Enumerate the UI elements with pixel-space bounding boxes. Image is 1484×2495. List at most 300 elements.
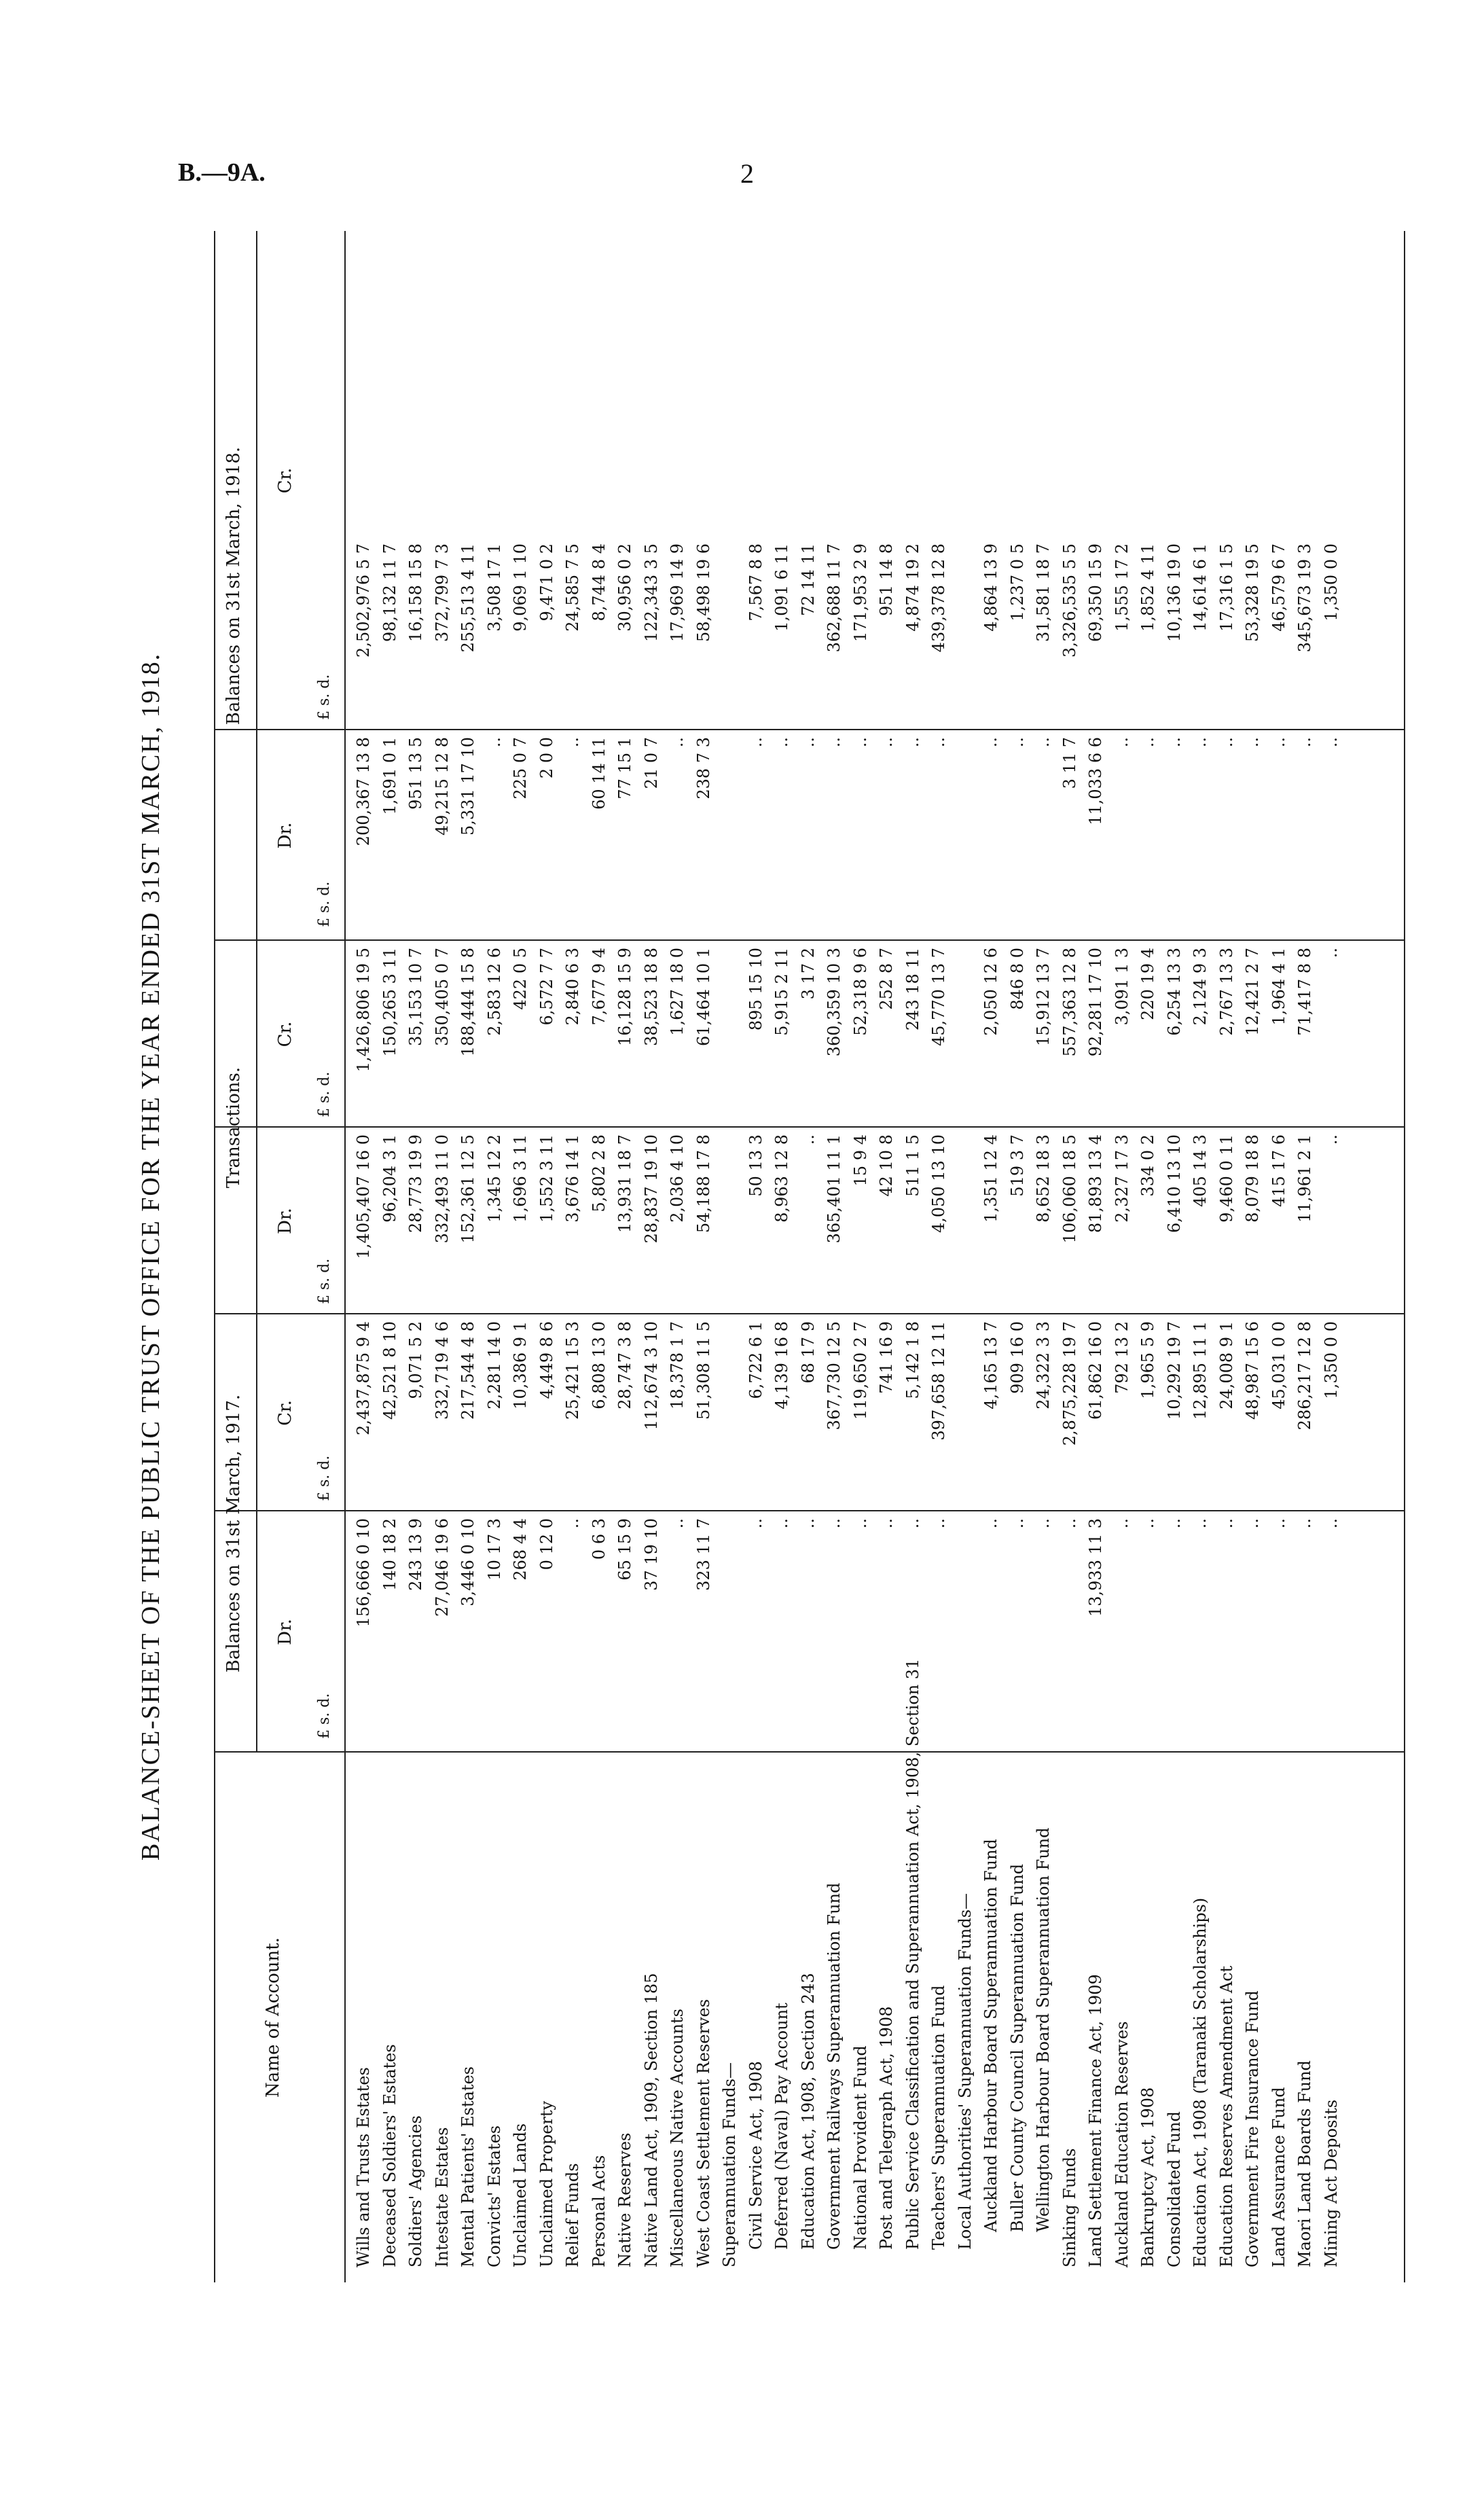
amount-b17cr: 6,722 6 1: [746, 1321, 765, 1399]
amount-b18dr: ..: [981, 737, 1000, 748]
amount-tcr: 71,417 8 8: [1295, 948, 1314, 1036]
amount-b17cr: 25,421 15 3: [563, 1321, 582, 1420]
amount-b18cr: 58,498 19 6: [693, 543, 713, 643]
amount-b17dr: ..: [1216, 1518, 1236, 1529]
amount-tdr: 81,893 13 4: [1086, 1134, 1105, 1234]
dr-header-1917: Dr.: [275, 1619, 295, 1645]
amount-b18dr: ..: [1269, 737, 1288, 748]
amount-b18dr: ..: [1138, 737, 1157, 748]
amount-b18dr: ..: [903, 737, 922, 748]
table-row: [1162, 231, 1189, 2282]
dr-header-1918: Dr.: [275, 822, 295, 849]
amount-b17dr: 323 11 7: [693, 1518, 713, 1591]
amount-b17dr: ..: [1321, 1518, 1341, 1529]
amount-b17cr: 24,008 9 1: [1216, 1321, 1236, 1410]
amount-b18cr: 4,864 13 9: [981, 543, 1000, 632]
table-row: [665, 231, 691, 2282]
amount-tdr: 1,552 3 11: [537, 1134, 556, 1223]
amount-b18dr: ..: [850, 737, 870, 748]
amount-tcr: 2,583 12 6: [484, 948, 504, 1036]
amount-tcr: 38,523 18 8: [641, 948, 661, 1047]
group-header-1918: Balances on 31st March, 1918.: [223, 446, 244, 725]
amount-b18dr: ..: [1164, 737, 1184, 748]
amount-b17dr: 268 4 4: [511, 1518, 530, 1581]
amount-b17dr: 156,666 0 10: [354, 1518, 373, 1628]
amount-b17dr: ..: [825, 1518, 844, 1529]
amount-b17cr: 48,987 15 6: [1243, 1321, 1262, 1420]
amount-b17cr: 2,437,875 9 4: [354, 1321, 373, 1435]
amount-b17cr: 12,895 11 1: [1191, 1321, 1210, 1420]
account-name: Native Land Act, 1909, Section 185: [641, 1973, 661, 2267]
amount-b17dr: 13,933 11 3: [1086, 1518, 1105, 1617]
table-frame: [214, 231, 1405, 2282]
amount-b17dr: ..: [1243, 1518, 1262, 1529]
amount-b17cr: 332,719 4 6: [432, 1321, 452, 1420]
amount-b18dr: ..: [1216, 737, 1236, 748]
amount-b18dr: ..: [929, 737, 948, 748]
amount-b18cr: 31,581 18 7: [1034, 543, 1053, 643]
amount-b18dr: 225 0 7: [511, 737, 530, 800]
amount-b18dr: ..: [484, 737, 504, 748]
name-column-header: Name of Account.: [263, 1937, 283, 2098]
amount-tdr: 3,676 14 1: [563, 1134, 582, 1223]
amount-b17cr: 367,730 12 5: [825, 1321, 844, 1431]
account-name: Unclaimed Property: [537, 2100, 556, 2267]
amount-b18dr: ..: [1112, 737, 1132, 748]
table-row: [874, 231, 901, 2282]
amount-b17cr: 1,965 5 9: [1138, 1321, 1157, 1399]
account-name: Personal Acts: [589, 2155, 609, 2267]
account-name: Miscellaneous Native Accounts: [668, 2009, 687, 2267]
cr-header-1917: Cr.: [275, 1400, 295, 1426]
amount-b18dr: ..: [877, 737, 896, 748]
amount-tcr: 846 8 0: [1007, 948, 1027, 1010]
unit-header-trans-cr: £ s. d.: [316, 1071, 333, 1117]
table-row: [926, 231, 953, 2282]
amount-b17cr: 286,217 12 8: [1295, 1321, 1314, 1431]
amount-b18dr: ..: [668, 737, 687, 748]
amount-tdr: 4,050 13 10: [929, 1134, 948, 1234]
amount-tdr: 1,351 12 4: [981, 1134, 1000, 1223]
account-name: Government Railways Superannuation Fund: [825, 1882, 844, 2250]
amount-tcr: 6,572 7 7: [537, 948, 556, 1026]
table-row: [351, 231, 378, 2282]
group-rule: [256, 231, 257, 1753]
cr-header-transactions: Cr.: [275, 1021, 295, 1047]
amount-b18dr: ..: [825, 737, 844, 748]
amount-b17dr: ..: [1007, 1518, 1027, 1529]
account-name: Consolidated Fund: [1164, 2111, 1184, 2267]
account-name: Unclaimed Lands: [511, 2123, 530, 2267]
amount-b17cr: 10,386 9 1: [511, 1321, 530, 1410]
amount-b17dr: ..: [1034, 1518, 1053, 1529]
unit-header-1917-cr: £ s. d.: [316, 1455, 333, 1501]
amount-b17dr: 10 17 3: [484, 1518, 504, 1581]
amount-b17dr: ..: [1191, 1518, 1210, 1529]
unit-header-trans-dr: £ s. d.: [316, 1258, 333, 1304]
amount-tdr: 8,079 18 8: [1243, 1134, 1262, 1223]
amount-b18dr: ..: [563, 737, 582, 748]
table-row: [1267, 231, 1293, 2282]
amount-b18cr: 46,579 6 7: [1269, 543, 1288, 632]
amount-b17dr: ..: [903, 1518, 922, 1529]
amount-b17cr: 5,142 1 8: [903, 1321, 922, 1399]
amount-b17cr: 68 17 9: [798, 1321, 818, 1384]
amount-tcr: 150,265 3 11: [380, 948, 399, 1057]
amount-tdr: 334 0 2: [1138, 1134, 1157, 1197]
amount-b18dr: 238 7 3: [693, 737, 713, 800]
amount-tdr: 15 9 4: [850, 1134, 870, 1187]
table-row: [1057, 231, 1084, 2282]
amount-tcr: 895 15 10: [746, 948, 765, 1031]
amount-tcr: 92,281 17 10: [1086, 948, 1105, 1057]
amount-b17cr: 28,747 3 8: [615, 1321, 634, 1410]
amount-b17cr: 4,139 16 8: [772, 1321, 791, 1410]
amount-tdr: 511 1 5: [903, 1134, 922, 1197]
amount-tdr: 28,773 19 9: [406, 1134, 425, 1234]
amount-b17cr: 9,071 5 2: [406, 1321, 425, 1399]
amount-tdr: 8,652 18 3: [1034, 1134, 1053, 1223]
amount-b18dr: ..: [1295, 737, 1314, 748]
amount-tcr: 220 19 4: [1138, 948, 1157, 1020]
amount-tdr: 54,188 17 8: [693, 1134, 713, 1234]
amount-b18cr: 72 14 11: [798, 543, 818, 616]
table-row: [1110, 231, 1136, 2282]
account-name: Land Assurance Fund: [1269, 2087, 1288, 2267]
account-name: Teachers' Superannuation Fund: [929, 1985, 948, 2250]
amount-b18dr: 2 0 0: [537, 737, 556, 779]
amount-tcr: 16,128 15 9: [615, 948, 634, 1047]
account-name: Local Authorities' Superannuation Funds—: [955, 1892, 975, 2250]
amount-b18cr: 69,350 15 9: [1086, 543, 1105, 643]
account-name: Education Act, 1908, Section 243: [798, 1973, 818, 2250]
account-name: Education Reserves Amendment Act: [1216, 1965, 1236, 2267]
amount-b17dr: ..: [746, 1518, 765, 1529]
table-row: [1292, 231, 1319, 2282]
account-name: Education Act, 1908 (Taranaki Scholarships): [1191, 1897, 1210, 2267]
amount-b18cr: 122,343 3 5: [641, 543, 661, 643]
table-row: [1031, 231, 1057, 2282]
table-row: [1083, 231, 1110, 2282]
amount-tdr: 415 17 6: [1269, 1134, 1288, 1207]
amount-b18dr: ..: [1007, 737, 1027, 748]
table-title: BALANCE-SHEET OF THE PUBLIC TRUST OFFICE FOR THE YEAR ENDED 31ST MARCH, 1918.: [137, 652, 165, 1861]
amount-b18dr: 200,367 13 8: [354, 737, 373, 846]
amount-tdr: ..: [1321, 1134, 1341, 1145]
amount-b17cr: 18,378 1 7: [668, 1321, 687, 1410]
amount-tdr: ..: [798, 1134, 818, 1145]
table-row: [430, 231, 456, 2282]
account-name: Mining Act Deposits: [1321, 2099, 1341, 2267]
amount-tcr: 360,359 10 3: [825, 948, 844, 1057]
table-row: [587, 231, 613, 2282]
account-name: Relief Funds: [563, 2163, 582, 2267]
amount-b18dr: 77 15 1: [615, 737, 634, 800]
amount-b17cr: 10,292 19 7: [1164, 1321, 1184, 1420]
amount-b17dr: ..: [668, 1518, 687, 1529]
table-row: [456, 231, 482, 2282]
amount-tdr: 42 10 8: [877, 1134, 896, 1197]
amount-tcr: 15,912 13 7: [1034, 948, 1053, 1047]
table-row: [744, 231, 770, 2282]
amount-b18cr: 98,132 11 7: [380, 543, 399, 643]
amount-tcr: 7,677 9 4: [589, 948, 609, 1026]
amount-b17dr: ..: [1060, 1518, 1079, 1529]
amount-b18dr: ..: [1191, 737, 1210, 748]
amount-b18dr: 11,033 6 6: [1086, 737, 1105, 825]
table-row: [691, 231, 718, 2282]
amount-tdr: 50 13 3: [746, 1134, 765, 1197]
amount-tcr: 61,464 10 1: [693, 948, 713, 1047]
amount-b18cr: 53,328 19 5: [1243, 543, 1262, 643]
account-name: Mental Patients' Estates: [458, 2066, 477, 2267]
dr-header-transactions: Dr.: [275, 1208, 295, 1234]
amount-b18cr: 9,471 0 2: [537, 543, 556, 622]
amount-tcr: 1,964 4 1: [1269, 948, 1288, 1026]
table-row: [1319, 231, 1345, 2282]
account-name: Bankruptcy Act, 1908: [1138, 2087, 1157, 2267]
table-row: [403, 231, 430, 2282]
amount-b17dr: 27,046 19 6: [432, 1518, 452, 1617]
amount-tcr: 3,091 1 3: [1112, 948, 1132, 1026]
amount-tdr: 332,493 11 0: [432, 1134, 452, 1244]
amount-tdr: 152,361 12 5: [458, 1134, 477, 1244]
table-row: [717, 231, 744, 2282]
account-name: Wills and Trusts Estates: [354, 2067, 373, 2267]
amount-b17cr: 45,031 0 0: [1269, 1321, 1288, 1410]
amount-b18dr: 21 0 7: [641, 737, 661, 789]
table-row: [1214, 231, 1241, 2282]
table-row: [560, 231, 587, 2282]
amount-b17cr: 42,521 8 10: [380, 1321, 399, 1420]
amount-b18dr: 60 14 11: [589, 737, 609, 810]
amount-b18cr: 1,091 6 11: [772, 543, 791, 632]
group-header-transactions: Transactions.: [223, 1066, 244, 1189]
amount-tdr: 6,410 13 10: [1164, 1134, 1184, 1234]
header-rule: [344, 231, 346, 2282]
amount-b17dr: ..: [981, 1518, 1000, 1529]
account-name: Land Settlement Finance Act, 1909: [1086, 1974, 1105, 2267]
amount-b18cr: 30,956 0 2: [615, 543, 634, 632]
amount-b17cr: 741 16 9: [877, 1321, 896, 1394]
amount-b18dr: ..: [746, 737, 765, 748]
account-name: Deceased Soldiers' Estates: [380, 2044, 399, 2267]
account-name: Intestate Estates: [432, 2127, 452, 2267]
amount-tdr: 13,931 18 7: [615, 1134, 634, 1234]
amount-b17dr: ..: [772, 1518, 791, 1529]
amount-b17cr: 2,875,228 19 7: [1060, 1321, 1079, 1446]
account-name: Post and Telegraph Act, 1908: [877, 2006, 896, 2250]
amount-b17cr: 4,165 13 7: [981, 1321, 1000, 1410]
amount-b17dr: ..: [798, 1518, 818, 1529]
table-row: [1188, 231, 1214, 2282]
amount-b18dr: 5,331 17 10: [458, 737, 477, 836]
amount-tcr: 5,915 2 11: [772, 948, 791, 1036]
account-name: Native Reserves: [615, 2132, 634, 2267]
amount-b17cr: 61,862 16 0: [1086, 1321, 1105, 1420]
amount-tcr: 35,153 10 7: [406, 948, 425, 1047]
amount-tcr: 350,405 0 7: [432, 948, 452, 1047]
amount-b17dr: ..: [877, 1518, 896, 1529]
amount-tdr: 8,963 12 8: [772, 1134, 791, 1223]
amount-tdr: 365,401 11 1: [825, 1134, 844, 1244]
account-name: Sinking Funds: [1060, 2148, 1079, 2267]
amount-b17dr: ..: [850, 1518, 870, 1529]
amount-b17cr: 24,322 3 3: [1034, 1321, 1053, 1410]
table-row: [901, 231, 927, 2282]
amount-tdr: 96,204 3 1: [380, 1134, 399, 1223]
amount-b17dr: ..: [1295, 1518, 1314, 1529]
amount-tdr: 1,696 3 11: [511, 1134, 530, 1223]
amount-b18cr: 10,136 19 0: [1164, 543, 1184, 643]
account-name: Wellington Harbour Board Superannuation Fund: [1034, 1827, 1053, 2232]
amount-b18cr: 951 14 8: [877, 543, 896, 616]
unit-header-1918-cr: £ s. d.: [316, 674, 333, 720]
amount-b18cr: 1,237 0 5: [1007, 543, 1027, 622]
amount-tcr: 1,426,806 19 5: [354, 948, 373, 1073]
unit-header-1918-dr: £ s. d.: [316, 881, 333, 927]
balance-sheet: [136, 231, 1413, 2282]
amount-b18dr: 1,691 0 1: [380, 737, 399, 815]
account-name: Maori Land Boards Fund: [1295, 2060, 1314, 2267]
table-row: [1240, 231, 1267, 2282]
amount-tcr: 45,770 13 7: [929, 948, 948, 1047]
amount-tcr: 12,421 2 7: [1243, 948, 1262, 1036]
table-row: [1136, 231, 1162, 2282]
table-row: [639, 231, 666, 2282]
amount-b17cr: 397,658 12 11: [929, 1321, 948, 1441]
amount-tcr: 2,124 9 3: [1191, 948, 1210, 1026]
account-name: National Provident Fund: [850, 2045, 870, 2250]
amount-b18cr: 345,673 19 3: [1295, 543, 1314, 653]
amount-tdr: 28,837 19 10: [641, 1134, 661, 1244]
amount-b17dr: 65 15 9: [615, 1518, 634, 1581]
amount-tcr: 3 17 2: [798, 948, 818, 1000]
table-row: [953, 231, 979, 2282]
amount-tcr: ..: [1321, 948, 1341, 958]
amount-tdr: 9,460 0 11: [1216, 1134, 1236, 1223]
table-row: [848, 231, 875, 2282]
amount-tdr: 519 3 7: [1007, 1134, 1027, 1197]
amount-b17cr: 1,350 0 0: [1321, 1321, 1341, 1399]
amount-tcr: 188,444 15 8: [458, 948, 477, 1057]
amount-b17cr: 4,449 8 6: [537, 1321, 556, 1399]
cr-header-1918: Cr.: [275, 467, 295, 494]
amount-b18cr: 17,316 1 5: [1216, 543, 1236, 632]
amount-tcr: 2,050 12 6: [981, 948, 1000, 1036]
amount-tcr: 252 8 7: [877, 948, 896, 1010]
account-name: Auckland Harbour Board Superannuation Fund: [981, 1839, 1000, 2232]
table-row: [796, 231, 822, 2282]
unit-header-1917-dr: £ s. d.: [316, 1693, 333, 1739]
amount-b17cr: 909 16 0: [1007, 1321, 1027, 1394]
amount-b18dr: ..: [1243, 737, 1262, 748]
amount-b18cr: 4,874 19 2: [903, 543, 922, 632]
amount-tcr: 557,363 12 8: [1060, 948, 1079, 1057]
amount-b18cr: 3,508 17 1: [484, 543, 504, 632]
account-name: Government Fire Insurance Fund: [1243, 1990, 1262, 2267]
amount-b17dr: ..: [1138, 1518, 1157, 1529]
amount-tcr: 1,627 18 0: [668, 948, 687, 1036]
amount-b17cr: 51,308 11 5: [693, 1321, 713, 1420]
report-code: B.—9A.: [178, 158, 266, 187]
amount-b17dr: ..: [1164, 1518, 1184, 1529]
amount-b18dr: ..: [1034, 737, 1053, 748]
table-row: [535, 231, 561, 2282]
amount-b17dr: ..: [563, 1518, 582, 1529]
amount-tdr: 106,060 18 5: [1060, 1134, 1079, 1244]
account-name: Public Service Classification and Superannuation Act, 1908, Section 31: [903, 1658, 922, 2250]
table-row: [770, 231, 796, 2282]
amount-tcr: 422 0 5: [511, 948, 530, 1010]
amount-b18cr: 3,326,535 5 5: [1060, 543, 1079, 658]
page-number: 2: [740, 158, 754, 189]
amount-b18dr: ..: [772, 737, 791, 748]
amount-tdr: 5,802 2 8: [589, 1134, 609, 1213]
amount-b17cr: 2,281 14 0: [484, 1321, 504, 1410]
amount-b18cr: 255,513 4 11: [458, 543, 477, 653]
table-row: [822, 231, 848, 2282]
table-row: [508, 231, 535, 2282]
amount-b17dr: 37 19 10: [641, 1518, 661, 1591]
amount-tcr: 52,318 9 6: [850, 948, 870, 1036]
amount-b17cr: 119,650 2 7: [850, 1321, 870, 1420]
amount-b17dr: 140 18 2: [380, 1518, 399, 1591]
amount-tdr: 405 14 3: [1191, 1134, 1210, 1207]
amount-tdr: 1,405,407 16 0: [354, 1134, 373, 1259]
account-name: Buller County Council Superannuation Fund: [1007, 1863, 1027, 2232]
amount-b18cr: 8,744 8 4: [589, 543, 609, 622]
amount-tdr: 2,036 4 10: [668, 1134, 687, 1223]
amount-b18cr: 16,158 15 8: [406, 543, 425, 643]
account-name: West Coast Settlement Reserves: [693, 1998, 713, 2267]
amount-b18cr: 7,567 8 8: [746, 543, 765, 622]
amount-b18cr: 1,555 17 2: [1112, 543, 1132, 632]
amount-b17dr: 0 12 0: [537, 1518, 556, 1570]
amount-b17dr: 243 13 9: [406, 1518, 425, 1591]
account-name: Deferred (Naval) Pay Account: [772, 2003, 791, 2250]
amount-b17cr: 6,808 13 0: [589, 1321, 609, 1410]
amount-tdr: 11,961 2 1: [1295, 1134, 1314, 1223]
amount-b17dr: ..: [1269, 1518, 1288, 1529]
amount-b18cr: 1,852 4 11: [1138, 543, 1157, 632]
account-name: Soldiers' Agencies: [406, 2115, 425, 2267]
amount-b18dr: ..: [1321, 737, 1341, 748]
amount-b18cr: 171,953 2 9: [850, 543, 870, 643]
amount-b18dr: ..: [798, 737, 818, 748]
table-row: [1005, 231, 1032, 2282]
table-body: [351, 231, 1345, 2282]
account-name: Convicts' Estates: [484, 2125, 504, 2267]
account-name: Civil Service Act, 1908: [746, 2061, 765, 2250]
amount-b18cr: 1,350 0 0: [1321, 543, 1341, 622]
amount-b18cr: 24,585 7 5: [563, 543, 582, 632]
amount-b18cr: 9,069 1 10: [511, 543, 530, 632]
table-row: [378, 231, 404, 2282]
amount-b18dr: 951 13 5: [406, 737, 425, 810]
table-row: [979, 231, 1005, 2282]
amount-tdr: 2,327 17 3: [1112, 1134, 1132, 1223]
group-header-1917: Balances on 31st March, 1917.: [223, 1394, 244, 1673]
amount-tcr: 2,840 6 3: [563, 948, 582, 1026]
amount-tdr: 1,345 12 2: [484, 1134, 504, 1223]
amount-b17cr: 792 13 2: [1112, 1321, 1132, 1394]
amount-b17dr: ..: [929, 1518, 948, 1529]
amount-tcr: 243 18 11: [903, 948, 922, 1031]
amount-b18cr: 439,378 12 8: [929, 543, 948, 653]
amount-b18dr: 49,215 12 8: [432, 737, 452, 836]
table-row: [482, 231, 509, 2282]
